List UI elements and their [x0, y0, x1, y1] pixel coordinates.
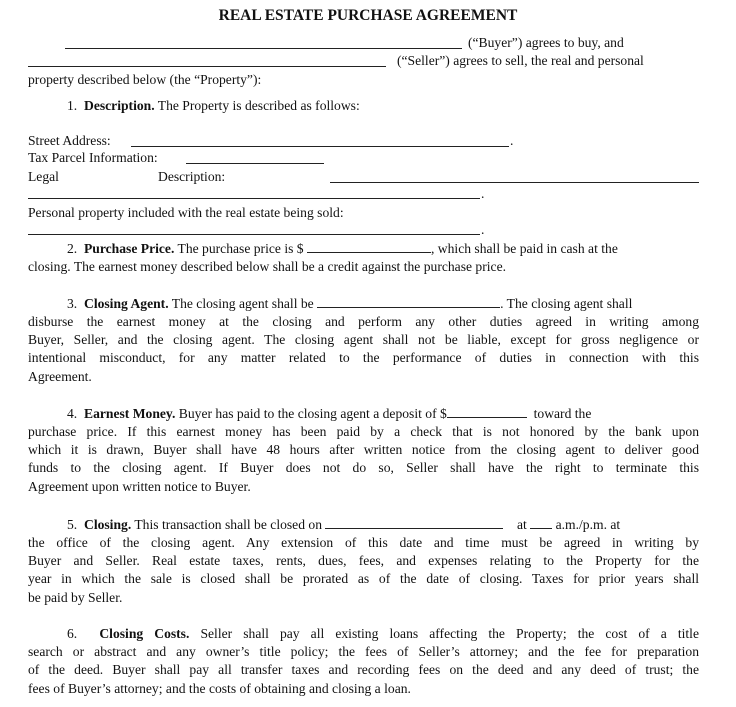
section-5-text-c: a.m./p.m. at [555, 517, 621, 532]
seller-clause: (“Seller”) agrees to sell, the real and personal [397, 53, 644, 68]
street-address-label: Street Address: [28, 133, 111, 148]
section-3-heading: Closing Agent. [84, 296, 169, 311]
section-2-line-2: closing. The earnest money described below shall be a credit against the purchase price. [28, 259, 506, 274]
section-3-line-2: disburse the earnest money at the closing and perform any other duties agreed in writing among [28, 314, 699, 329]
section-2-heading: Purchase Price. [84, 241, 175, 256]
section-4-line-4: funds to the closing agent. If Buyer does not do so, Seller shall have the right to terminate this [28, 460, 699, 475]
legal-description-label: Description: [158, 169, 226, 184]
personal-property-blank[interactable] [28, 234, 480, 235]
section-5-line-5: be paid by Seller. [28, 590, 123, 605]
personal-property-label: Personal property included with the real estate being sold: [28, 205, 344, 220]
legal-label: Legal [28, 169, 59, 184]
tax-parcel-blank[interactable] [186, 163, 324, 164]
section-3-line-1 [67, 295, 632, 313]
section-4-number: 4. [67, 406, 78, 421]
legal-description-blank-2[interactable] [28, 198, 480, 199]
section-6-line-2: search or abstract and any owner’s title policy; the fees of Seller’s attorney; and the fee for preparation [28, 644, 699, 659]
seller-name-blank[interactable] [28, 66, 386, 67]
section-6-line-4: fees of Buyer’s attorney; and the costs of obtaining and closing a loan. [28, 681, 411, 696]
closing-time-blank[interactable] [530, 516, 552, 529]
section-1-heading-line [67, 97, 360, 115]
section-2-text-b: , which shall be paid in cash at the [431, 241, 618, 256]
street-address-end: . [510, 133, 514, 148]
section-4-text-a: Buyer has paid to the closing agent a deposit of $ [178, 406, 447, 421]
section-2-line-1 [67, 240, 618, 258]
section-4-heading: Earnest Money. [84, 406, 176, 421]
document-title: REAL ESTATE PURCHASE AGREEMENT [218, 7, 518, 24]
section-5-line-1 [67, 516, 620, 534]
legal-description-blank-1[interactable] [330, 182, 699, 183]
section-4-line-1 [67, 405, 591, 423]
property-intro: property described below (the “Property”): [28, 72, 262, 87]
section-6-number: 6. [67, 626, 78, 641]
section-6-line-1 [67, 625, 699, 643]
section-6-heading: Closing Costs. [99, 626, 190, 641]
section-4-text-b: toward the [533, 406, 592, 421]
section-2-number: 2. [67, 241, 78, 256]
closing-date-blank[interactable] [325, 516, 503, 529]
purchase-price-blank[interactable] [307, 240, 431, 253]
section-4-line-5: Agreement upon written notice to Buyer. [28, 479, 251, 494]
section-5-text-b: at [517, 517, 527, 532]
section-3-line-4: intentional misconduct, for any matter related to the performance of duties in connection with this [28, 350, 699, 365]
legal-description-end: . [481, 186, 485, 201]
section-5-line-4: year in which the sale is closed shall be prorated as of the date of closing. Taxes for prior years shall [28, 571, 699, 586]
section-3-text-b: . The closing agent shall [500, 296, 633, 311]
section-3-number: 3. [67, 296, 78, 311]
street-address-blank[interactable] [131, 146, 509, 147]
section-5-heading: Closing. [84, 517, 132, 532]
section-1-number: 1. [67, 98, 78, 113]
section-6-text-a: Seller shall pay all existing loans affecting the Property; the cost of a title [200, 626, 699, 641]
section-5-number: 5. [67, 517, 78, 532]
section-3-text-a: The closing agent shall be [171, 296, 314, 311]
section-5-line-2: the office of the closing agent. Any extension of this date and time must be agreed in writing by [28, 535, 699, 550]
section-1-heading: Description. [84, 98, 155, 113]
section-4-line-3: which it is drawn, Buyer shall have 48 hours after written notice from the closing agent to deliver good [28, 442, 699, 457]
tax-parcel-label: Tax Parcel Information: [28, 150, 158, 165]
buyer-name-blank[interactable] [65, 48, 462, 49]
buyer-clause: (“Buyer”) agrees to buy, and [468, 35, 624, 50]
section-1-text: The Property is described as follows: [157, 98, 360, 113]
closing-agent-blank[interactable] [317, 295, 500, 308]
section-6-line-3: of the deed. Buyer shall pay all transfer taxes and recording fees on the deed and any deed of trust; the [28, 662, 699, 677]
personal-property-end: . [481, 222, 485, 237]
section-3-line-3: Buyer, Seller, and the closing agent. The closing agent shall not be liable, except for gross negligence or [28, 332, 699, 347]
section-4-line-2: purchase price. If this earnest money has been paid by a check that is not honored by the bank upon [28, 424, 699, 439]
section-3-line-5: Agreement. [28, 369, 92, 384]
section-5-text-a: This transaction shall be closed on [134, 517, 322, 532]
section-2-text-a: The purchase price is $ [177, 241, 304, 256]
deposit-amount-blank[interactable] [447, 405, 527, 418]
section-5-line-3: Buyer and Seller. Real estate taxes, rents, dues, fees, and expenses relating to the Property for the [28, 553, 699, 568]
